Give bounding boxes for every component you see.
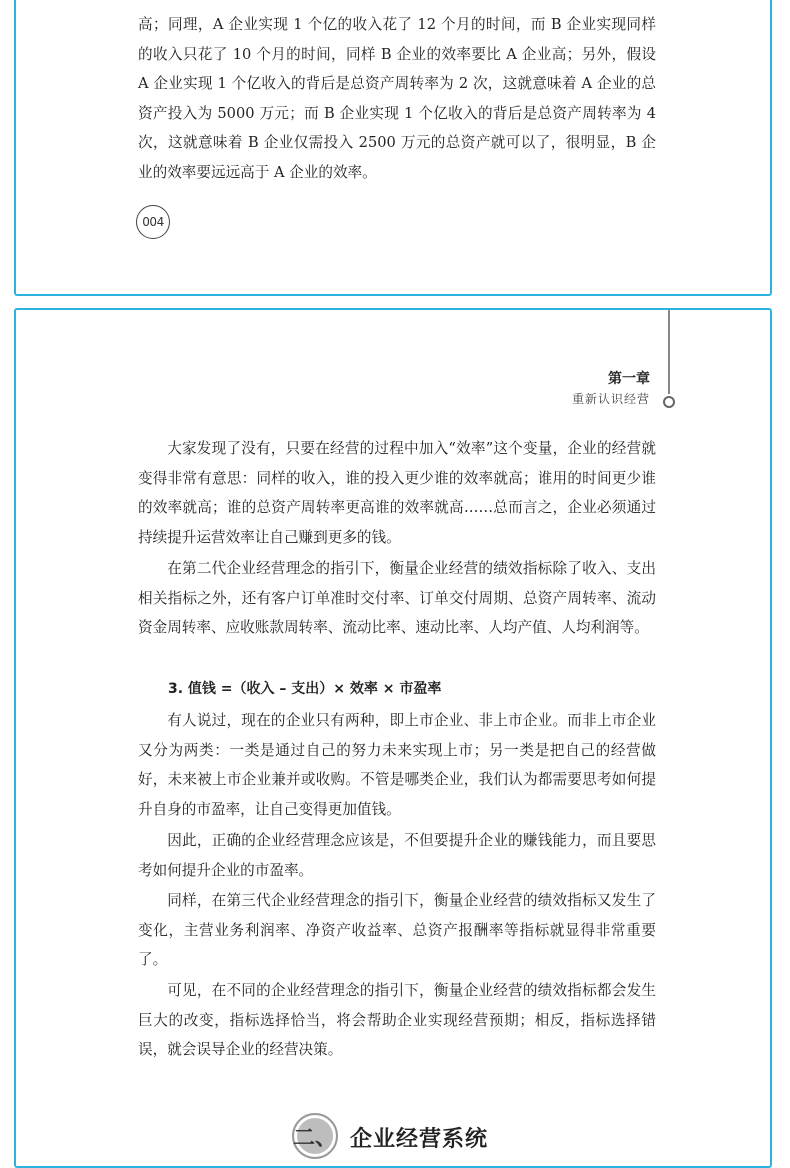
chapter-marker-dot-icon [663,396,675,408]
body-paragraph: 可见，在不同的企业经营理念的指引下，衡量企业经营的绩效指标都会发生巨大的改变，指标选择恰当，将会帮助企业实现经营预期；相反，指标选择错误，就会误导企业的经营决策。 [138,982,656,1058]
section-number-badge: 二、 [292,1113,338,1159]
body-paragraph: 因此，正确的企业经营理念应该是，不但要提升企业的赚钱能力，而且要思考如何提升企业的市盈率。 [138,832,656,879]
chapter-subtitle: 重新认识经营 [571,392,650,406]
page-bottom [14,308,772,1168]
subsection-heading: 3. 值钱 =（收入 – 支出）× 效率 × 市盈率 [168,681,442,697]
body-paragraph: 同样，在第三代企业经营理念的指引下，衡量企业经营的绩效指标又发生了变化，主营业务利润率、净资产收益率、总资产报酬率等指标就显得非常重要了。 [138,892,656,968]
body-paragraph: 大家发现了没有，只要在经营的过程中加入“效率”这个变量，企业的经营就变得非常有意思：同样的收入，谁的投入更少谁的效率就高；谁用的时间更少谁的效率就高；谁的总资产周转率更高谁的效率就高……总而言之，企业必须通过持续提升运营效率让自己赚到更多的钱。 [138,440,656,546]
body-paragraph: 在第二代企业经营理念的指引下，衡量企业经营的绩效指标除了收入、支出相关指标之外，还有客户订单准时交付率、订单交付周期、总资产周转率、流动资金周转率、应收账款周转率、流动比率、速动比率、人均产值、人均利润等。 [138,560,656,636]
chapter-title: 第一章 [608,371,650,387]
body-paragraph: 有人说过，现在的企业只有两种，即上市企业、非上市企业。而非上市企业又分为两类：一类是通过自己的努力未来实现上市；另一类是把自己的经营做好，未来被上市企业兼并或收购。不管是哪类企业，我们认为都需要思考如何提升自身的市盈率，让自己变得更加值钱。 [138,712,656,818]
page-top [14,0,772,296]
page-number: 004 [136,205,170,239]
section-title: 企业经营系统 [350,1127,489,1152]
body-paragraph: 高；同理，A 企业实现 1 个亿的收入花了 12 个月的时间，而 B 企业实现同样的收入只花了 10 个月的时间，同样 B 企业的效率要比 A 企业高；另外，假设 A 企业实现 1 个亿收入的背后是总资产周转率为 2 次，这就意味着 A 企业的总资产投入为 5000 万元；而 B 企业实现 1 个亿收入的背后是总资产周转率为 4 次，这就意味着 B 企业仅需投入 2500 万元的总资产就可以了，很明显，B 企业的效率要远远高于 A 企业的效率。 [138,16,656,181]
chapter-marker-line [668,310,670,394]
